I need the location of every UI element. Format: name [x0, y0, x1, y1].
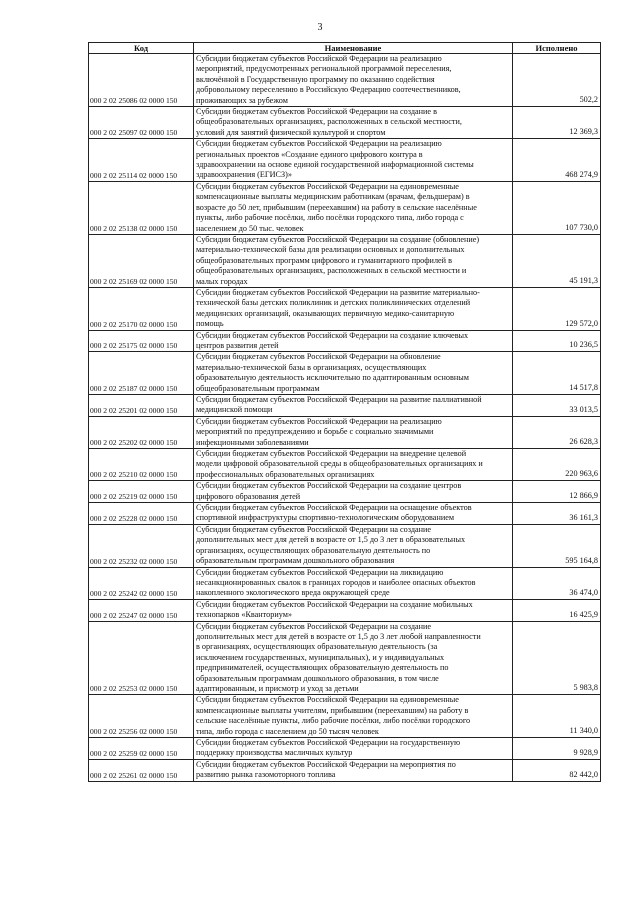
row-name-line: Субсидии бюджетам субъектов Российской Федерации на внедрение целевой — [196, 449, 467, 459]
row-name-line: Субсидии бюджетам субъектов Российской Федерации на реализацию — [196, 139, 442, 149]
row-name-line: материально-технической базы в организациях, осуществляющих — [196, 362, 427, 372]
row-code: 000 2 02 25256 02 0000 150 — [89, 695, 194, 738]
row-code: 000 2 02 25210 02 0000 150 — [89, 449, 194, 481]
row-code: 000 2 02 25261 02 0000 150 — [89, 759, 194, 781]
row-name-line: мероприятий, предусмотренных региональной программой переселения, — [196, 64, 452, 74]
row-name-line: помощь — [196, 319, 224, 329]
row-name-line: малых городах — [196, 276, 248, 286]
table-row — [89, 234, 601, 287]
row-code: 000 2 02 25201 02 0000 150 — [89, 395, 194, 417]
table-row — [89, 139, 601, 182]
row-name-line: населением до 50 тыс. человек — [196, 223, 304, 233]
row-name-line: спортивной инфраструктуры спортивно-технологическим оборудованием — [196, 513, 455, 523]
row-name-line: модели цифровой образовательной среды в общеобразовательных организациях и — [196, 459, 483, 469]
row-name-line: включённой в Государственную программу по оказанию содействия — [196, 74, 435, 84]
row-executed-value: 468 274,9 — [513, 139, 601, 182]
row-name — [194, 759, 513, 781]
row-name-line: пункты, либо рабочие посёлки, либо посёлки городского типа, либо города с — [196, 213, 464, 223]
row-executed-value: 45 191,3 — [513, 234, 601, 287]
row-name-line: общеобразовательным программам — [196, 383, 320, 393]
row-name-line: Субсидии бюджетам субъектов Российской Федерации на ликвидацию — [196, 567, 444, 577]
row-name-line: медицинской помощи — [196, 405, 273, 415]
table-row — [89, 481, 601, 503]
row-name-line: здравоохранения (ЕГИСЗ)» — [196, 170, 292, 180]
row-executed-value: 5 983,8 — [513, 621, 601, 695]
row-name-line: Субсидии бюджетам субъектов Российской Федерации на единовременные — [196, 695, 459, 705]
row-name-line: накопленного экологического вреда окружающей среде — [196, 588, 390, 598]
row-name — [194, 416, 513, 448]
row-code: 000 2 02 25219 02 0000 150 — [89, 481, 194, 503]
row-name — [194, 738, 513, 760]
row-executed-value: 595 164,8 — [513, 524, 601, 567]
row-name-line: Субсидии бюджетам субъектов Российской Федерации на государственную — [196, 738, 461, 747]
row-name — [194, 330, 513, 352]
row-name-line: общеобразовательных организациях, расположенных в сельской местности, — [196, 117, 462, 127]
row-name-line: дополнительных мест для детей в возрасте от 1,5 до 3 лет любой направленности — [196, 631, 481, 641]
row-name-line: общеобразовательных программ цифрового и гуманитарного профилей в — [196, 255, 452, 265]
row-name-line: добровольному переселению в Российскую Федерацию соотечественников, — [196, 85, 461, 95]
row-name-line: материально-технической базы для реализации основных и дополнительных — [196, 245, 465, 255]
row-name-line: Субсидии бюджетам субъектов Российской Федерации на создание (обновление) — [196, 234, 480, 244]
table-row — [89, 107, 601, 139]
row-name-line: профессиональных образовательных организациях — [196, 469, 375, 479]
row-name-line: Субсидии бюджетам субъектов Российской Федерации на единовременные — [196, 181, 459, 191]
row-name-line: образовательным программам дошкольного образования, в том числе — [196, 673, 439, 683]
row-name-line: технической базы детских поликлиник и детских поликлинических отделений — [196, 298, 471, 308]
row-name-line: Субсидии бюджетам субъектов Российской Федерации на мероприятия по — [196, 759, 456, 769]
row-executed-value: 82 442,0 — [513, 759, 601, 781]
row-name — [194, 503, 513, 525]
table-row — [89, 567, 601, 599]
row-code: 000 2 02 25232 02 0000 150 — [89, 524, 194, 567]
row-name-line: организациях, осуществляющих образовательную деятельность по — [196, 545, 431, 555]
row-code: 000 2 02 25247 02 0000 150 — [89, 599, 194, 621]
budget-execution-table — [88, 42, 601, 782]
row-name-line: компенсационные выплаты учителям, прибывшим (переехавшим) на работу в — [196, 705, 469, 715]
row-name — [194, 54, 513, 107]
table-row — [89, 621, 601, 695]
row-code: 000 2 02 25175 02 0000 150 — [89, 330, 194, 352]
row-name — [194, 139, 513, 182]
row-name — [194, 287, 513, 330]
row-name-line: Субсидии бюджетам субъектов Российской Федерации на развитие паллиативной — [196, 395, 482, 404]
table-header-row — [89, 43, 601, 54]
row-name-line: исключением государственных, муниципальных), и у индивидуальных — [196, 652, 445, 662]
row-name — [194, 234, 513, 287]
row-name-line: образовательную деятельность исключительно по адаптированным основным — [196, 373, 469, 383]
row-code: 000 2 02 25187 02 0000 150 — [89, 352, 194, 395]
row-executed-value: 12 369,3 — [513, 107, 601, 139]
row-code: 000 2 02 25228 02 0000 150 — [89, 503, 194, 525]
row-name-line: Субсидии бюджетам субъектов Российской Федерации на создание центров — [196, 481, 462, 491]
row-name-line: Субсидии бюджетам субъектов Российской Федерации на создание мобильных — [196, 599, 473, 609]
row-name-line: Субсидии бюджетам субъектов Российской Федерации на реализацию — [196, 54, 442, 63]
row-executed-value: 502,2 — [513, 54, 601, 107]
table-row — [89, 395, 601, 417]
table-row — [89, 54, 601, 107]
row-code: 000 2 02 25114 02 0000 150 — [89, 139, 194, 182]
row-code: 000 2 02 25086 02 0000 150 — [89, 54, 194, 107]
row-executed-value: 11 340,0 — [513, 695, 601, 738]
row-name-line: Субсидии бюджетам субъектов Российской Федерации на оснащение объектов — [196, 503, 472, 513]
row-name-line: типа, либо города с населением до 50 тысяч человек — [196, 726, 379, 736]
row-name-line: несанкционированных свалок в границах городов и наиболее опасных объектов — [196, 577, 476, 587]
row-name — [194, 395, 513, 417]
row-name-line: медицинских организаций, оказывающих первичную медико-санитарную — [196, 308, 455, 318]
row-name-line: в организациях, осуществляющих образовательную деятельность (за — [196, 642, 438, 652]
table-row — [89, 181, 601, 234]
table-row — [89, 503, 601, 525]
header-executed: Исполнено — [513, 43, 601, 54]
row-code: 000 2 02 25169 02 0000 150 — [89, 234, 194, 287]
header-code: Код — [89, 43, 194, 54]
row-code: 000 2 02 25170 02 0000 150 — [89, 287, 194, 330]
row-executed-value: 12 866,9 — [513, 481, 601, 503]
table-row — [89, 330, 601, 352]
row-name — [194, 181, 513, 234]
page-number: 3 — [317, 22, 323, 33]
row-name-line: компенсационные выплаты медицинским работникам (врачам, фельдшерам) в — [196, 192, 470, 202]
row-executed-value: 9 928,9 — [513, 738, 601, 760]
row-name-line: мероприятий по предупреждению и борьбе с социально значимыми — [196, 427, 434, 437]
row-name-line: проживающих за рубежом — [196, 95, 288, 105]
table-row — [89, 695, 601, 738]
row-name-line: Субсидии бюджетам субъектов Российской Федерации на создание в — [196, 107, 437, 117]
row-name-line: сельские населённые пункты, либо рабочие посёлки, либо посёлки городского — [196, 716, 471, 726]
row-name — [194, 449, 513, 481]
row-code: 000 2 02 25138 02 0000 150 — [89, 181, 194, 234]
row-name-line: возрасте до 50 лет, прибывшим (переехавшим) на работу в сельские населённые — [196, 202, 477, 212]
row-name-line: Субсидии бюджетам субъектов Российской Федерации на создание — [196, 524, 432, 534]
row-executed-value: 36 474,0 — [513, 567, 601, 599]
row-name-line: образовательным программам дошкольного образования — [196, 556, 395, 566]
row-name-line: Субсидии бюджетам субъектов Российской Федерации на развитие материально- — [196, 287, 480, 297]
row-code: 000 2 02 25253 02 0000 150 — [89, 621, 194, 695]
row-name-line: центров развития детей — [196, 340, 279, 350]
row-name-line: дополнительных мест для детей в возрасте от 1,5 до 3 лет в образовательных — [196, 535, 466, 545]
row-name — [194, 621, 513, 695]
row-executed-value: 36 161,3 — [513, 503, 601, 525]
row-name-line: Субсидии бюджетам субъектов Российской Федерации на создание — [196, 621, 432, 631]
row-name — [194, 352, 513, 395]
row-name-line: Субсидии бюджетам субъектов Российской Федерации на реализацию — [196, 416, 442, 426]
row-executed-value: 220 963,6 — [513, 449, 601, 481]
row-name-line: инфекционными заболеваниями — [196, 437, 309, 447]
row-executed-value: 107 730,0 — [513, 181, 601, 234]
row-name-line: здравоохранении на основе единой государственной информационной системы — [196, 160, 474, 170]
row-name-line: поддержку производства масличных культур — [196, 748, 353, 758]
row-code: 000 2 02 25097 02 0000 150 — [89, 107, 194, 139]
table-row — [89, 352, 601, 395]
row-executed-value: 26 628,3 — [513, 416, 601, 448]
row-name — [194, 599, 513, 621]
row-name-line: Субсидии бюджетам субъектов Российской Федерации на создание ключевых — [196, 330, 469, 340]
row-name — [194, 695, 513, 738]
row-executed-value: 14 517,8 — [513, 352, 601, 395]
row-name-line: общеобразовательных организациях, расположенных в сельской местности и — [196, 266, 467, 276]
table-row — [89, 599, 601, 621]
table-row — [89, 416, 601, 448]
row-name — [194, 481, 513, 503]
row-name-line: адаптированным, и присмотр и уход за детьми — [196, 683, 359, 693]
header-name: Наименование — [194, 43, 513, 54]
table-row — [89, 449, 601, 481]
table-row — [89, 287, 601, 330]
row-name-line: региональных проектов «Создание единого цифрового контура в — [196, 149, 423, 159]
row-code: 000 2 02 25259 02 0000 150 — [89, 738, 194, 760]
row-name — [194, 567, 513, 599]
row-name-line: условий для занятий физической культурой и спортом — [196, 127, 386, 137]
table-row — [89, 738, 601, 760]
row-executed-value: 16 425,9 — [513, 599, 601, 621]
row-name-line: предпринимателей, осуществляющих образовательную деятельность по — [196, 663, 449, 673]
row-name-line: цифрового образования детей — [196, 491, 301, 501]
row-executed-value: 33 013,5 — [513, 395, 601, 417]
row-name — [194, 107, 513, 139]
row-executed-value: 129 572,0 — [513, 287, 601, 330]
row-code: 000 2 02 25242 02 0000 150 — [89, 567, 194, 599]
row-name-line: развитию рынка газомоторного топлива — [196, 770, 336, 780]
table-row — [89, 524, 601, 567]
row-name-line: технопарков «Кванториум» — [196, 610, 292, 620]
row-name — [194, 524, 513, 567]
row-name-line: Субсидии бюджетам субъектов Российской Федерации на обновление — [196, 352, 441, 362]
table-row — [89, 759, 601, 781]
row-executed-value: 10 236,5 — [513, 330, 601, 352]
row-code: 000 2 02 25202 02 0000 150 — [89, 416, 194, 448]
